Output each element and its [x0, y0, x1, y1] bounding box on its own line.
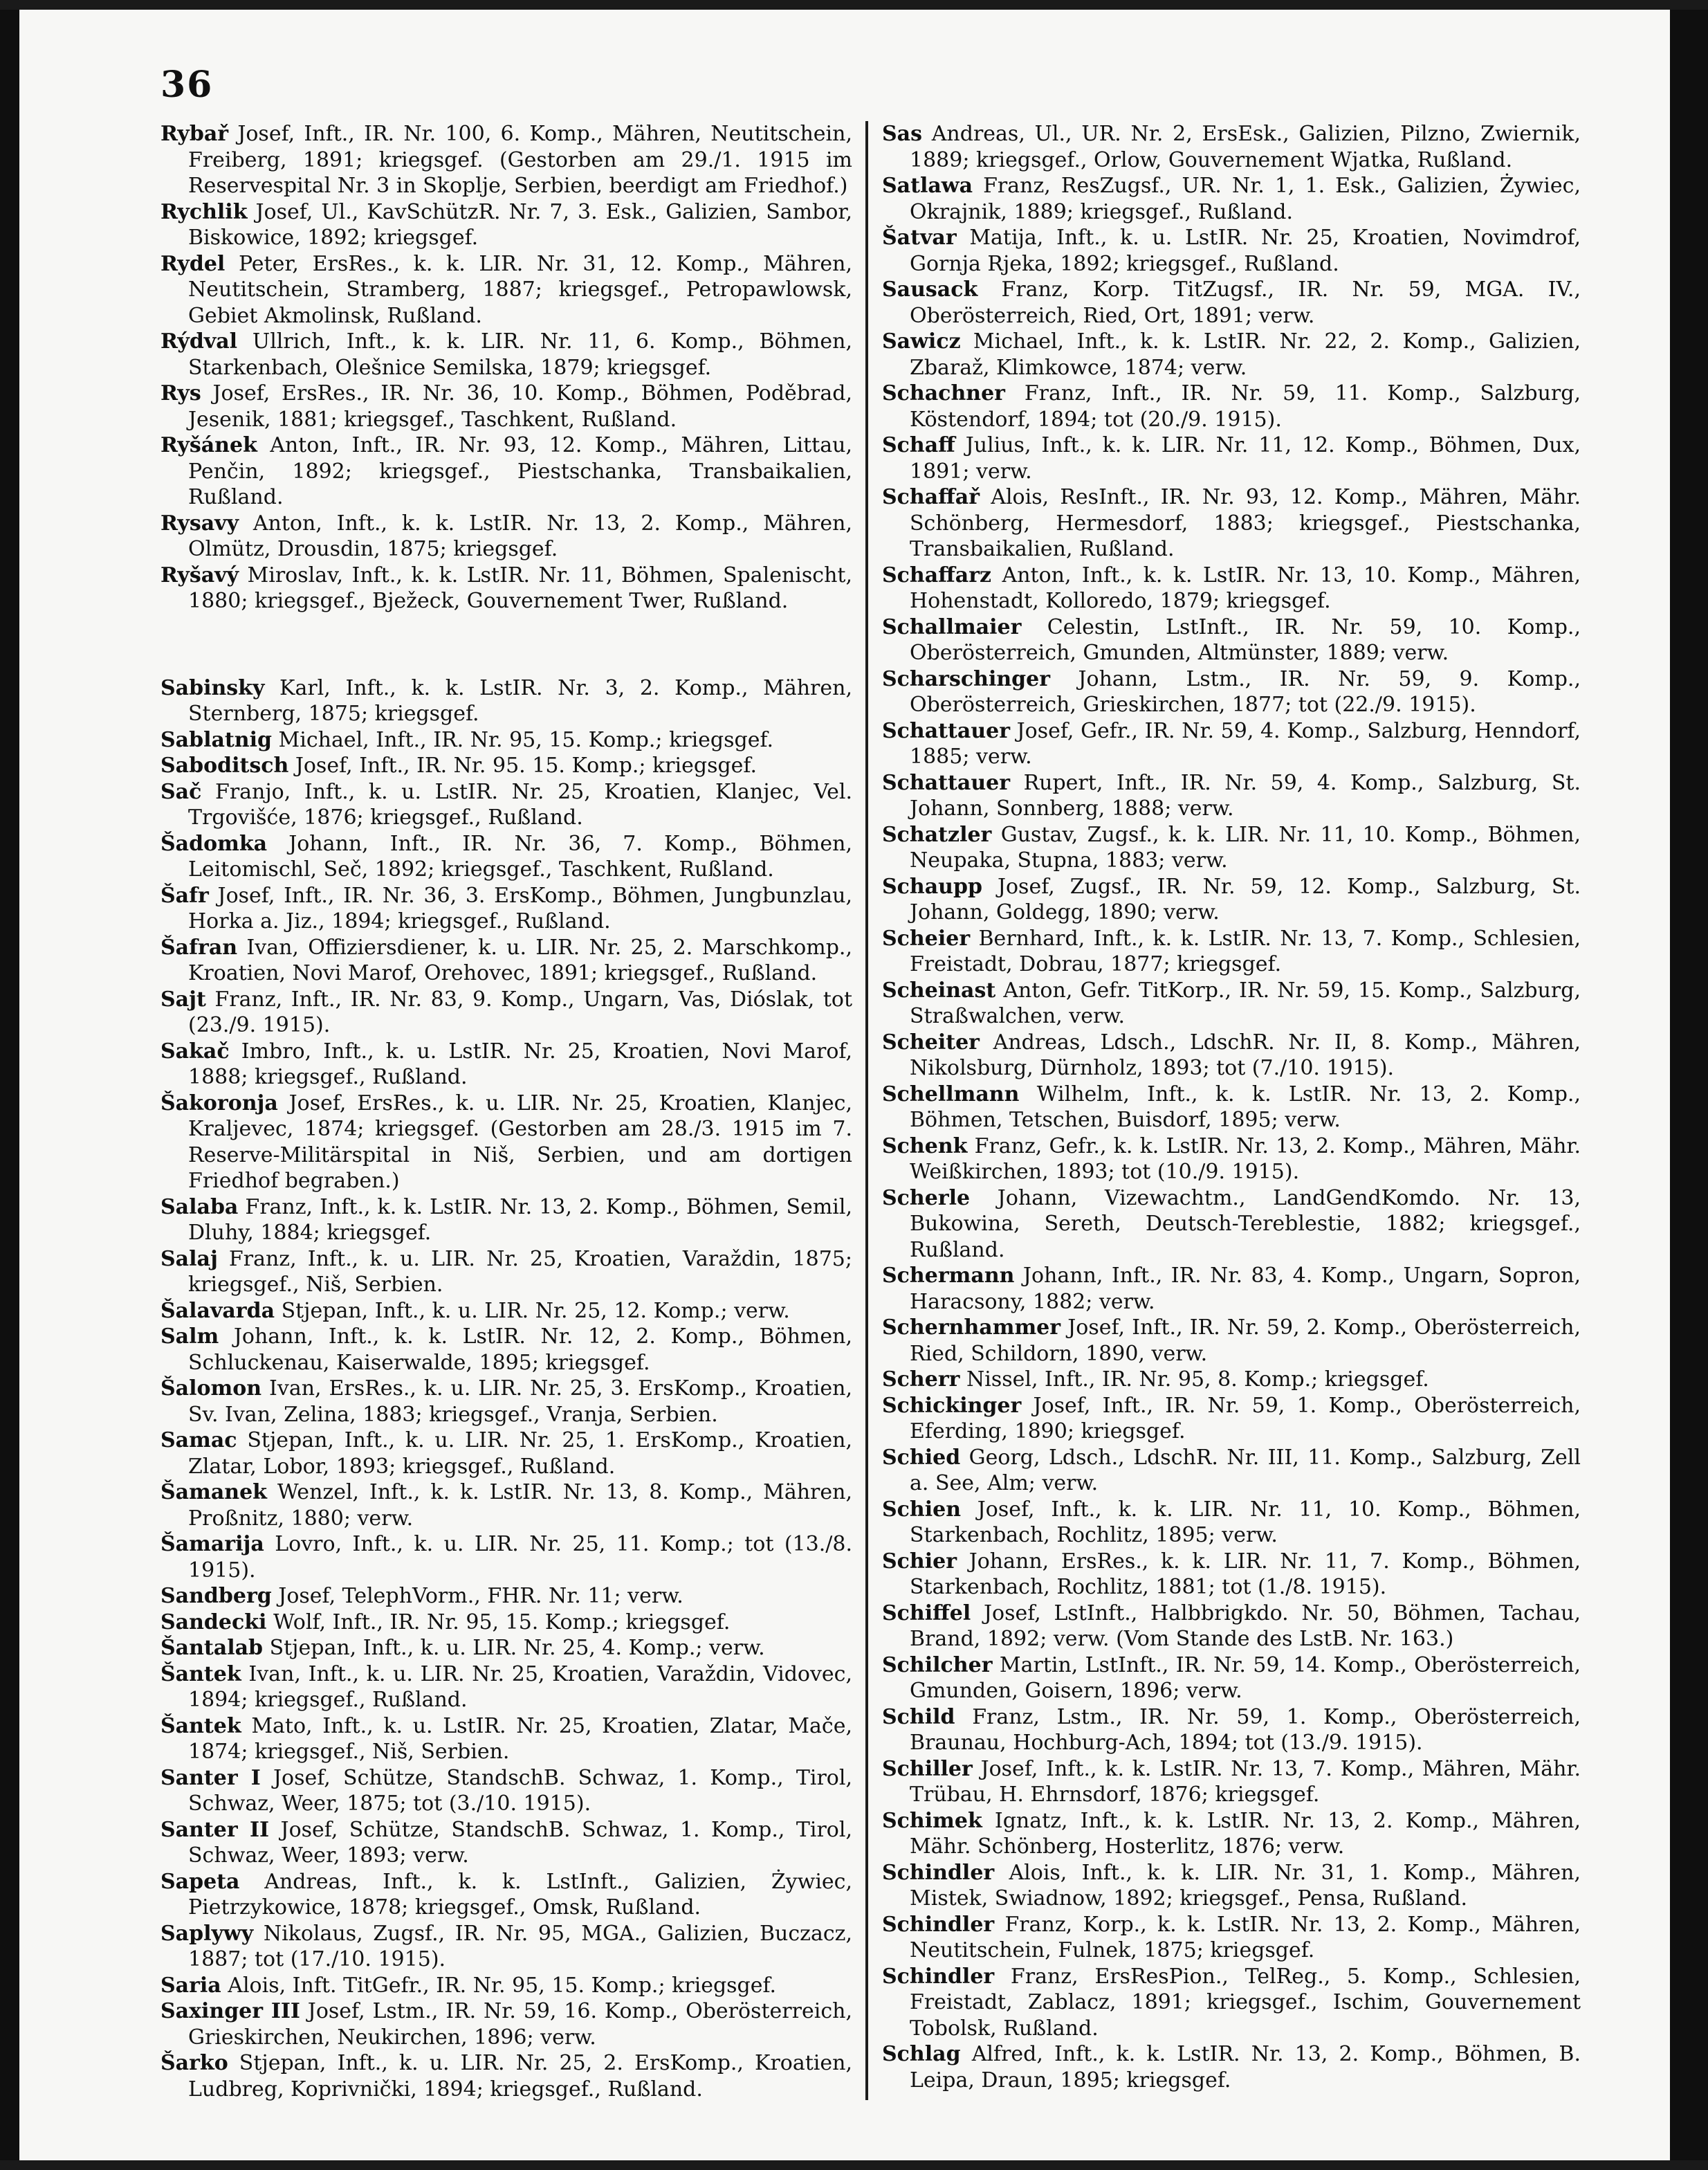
- entry-details: Imbro, Inft., k. u. LstIR. Nr. 25, Kroatien, Novi Marof, 1888; kriegsgef., Rußland.: [188, 1039, 852, 1089]
- list-entry: [160, 1973, 852, 1999]
- entry-surname: Schenk: [882, 1133, 968, 1158]
- entry-surname: Sajt: [160, 987, 206, 1012]
- entry-surname: Scherr: [882, 1367, 960, 1392]
- list-entry: [882, 1964, 1581, 2042]
- list-entry: [160, 1091, 852, 1194]
- list-entry: [160, 1610, 852, 1636]
- entry-surname: Salm: [160, 1324, 219, 1349]
- entry-details: Stjepan, Inft., k. u. LIR. Nr. 25, 4. Komp.; verw.: [269, 1636, 765, 1660]
- entry-details: Josef, ErsRes., k. u. LIR. Nr. 25, Kroatien, Klanjec, Kraljevec, 1874; kriegsgef. (Gestorben am 28./3. 1915 im 7. Reserve-Militärspital in Niš, Serbien, und am dortigen Friedhof begraben.): [188, 1091, 852, 1193]
- list-entry: [882, 1133, 1581, 1185]
- entry-surname: Sakač: [160, 1039, 230, 1064]
- entry-surname: Schachner: [882, 381, 1005, 405]
- entry-surname: Šantalab: [160, 1636, 264, 1660]
- entry-details: Josef, Inft., IR. Nr. 59, 2. Komp., Oberösterreich, Ried, Schildorn, 1890, verw.: [910, 1315, 1581, 1366]
- entry-surname: Schilcher: [882, 1652, 993, 1677]
- entry-details: Johann, ErsRes., k. k. LIR. Nr. 11, 7. Komp., Böhmen, Starkenbach, Rochlitz, 1881; tot (1./8. 1915).: [910, 1549, 1581, 1599]
- entry-details: Anton, Inft., IR. Nr. 93, 12. Komp., Mähren, Littau, Penčin, 1892; kriegsgef., Piestschanka, Transbaikalien, Rußland.: [188, 433, 852, 509]
- list-entry: [882, 1756, 1581, 1808]
- scan-border-left: [0, 0, 19, 2170]
- entry-surname: Šadomka: [160, 831, 268, 856]
- entry-surname: Šantek: [160, 1661, 241, 1686]
- entry-surname: Sablatnig: [160, 727, 272, 752]
- list-entry: [160, 1376, 852, 1428]
- entry-surname: Salaj: [160, 1246, 218, 1271]
- entry-surname: Ryšavý: [160, 563, 239, 587]
- entry-details: Mato, Inft., k. u. LstIR. Nr. 25, Kroatien, Zlatar, Mače, 1874; kriegsgef., Niš, Serbien.: [188, 1713, 852, 1764]
- entry-details: Josef, Inft., IR. Nr. 59, 1. Komp., Oberösterreich, Eferding, 1890; kriegsgef.: [910, 1393, 1581, 1443]
- entry-surname: Ryšánek: [160, 433, 257, 457]
- entry-details: Josef, Schütze, StandschB. Schwaz, 1. Komp., Tirol, Schwaz, Weer, 1875; tot (3./10. 1915).: [188, 1765, 852, 1816]
- entries-s-section: [160, 675, 852, 2103]
- entry-surname: Scheinast: [882, 978, 996, 1003]
- entry-surname: Samac: [160, 1428, 237, 1452]
- list-entry: [882, 432, 1581, 484]
- entry-surname: Rysavy: [160, 511, 239, 536]
- entry-surname: Schattauer: [882, 770, 1011, 795]
- list-entry: [160, 1039, 852, 1091]
- entry-details: Alois, Inft., k. k. LIR. Nr. 31, 1. Komp., Mähren, Mistek, Swiadnow, 1892; kriegsgef., Pensa, Rußland.: [910, 1860, 1581, 1911]
- list-entry: [160, 1479, 852, 1531]
- list-entry: [882, 563, 1581, 614]
- list-entry: [160, 1817, 852, 1869]
- scan-border-bottom: [0, 2160, 1708, 2170]
- entry-details: Josef, Inft., k. k. LIR. Nr. 11, 10. Komp., Böhmen, Starkenbach, Rochlitz, 1895; verw.: [910, 1497, 1581, 1547]
- list-entry: [882, 1393, 1581, 1445]
- entry-surname: Rybař: [160, 122, 229, 146]
- list-entry: [882, 1652, 1581, 1704]
- entry-details: Josef, Inft., k. k. LstIR. Nr. 13, 7. Komp., Mähren, Mähr. Trübau, H. Ehrnsdorf, 1876; kriegsgef.: [910, 1756, 1581, 1807]
- entry-details: Martin, LstInft., IR. Nr. 59, 14. Komp., Oberösterreich, Gmunden, Goisern, 1896; verw.: [910, 1652, 1581, 1703]
- entry-details: Josef, Gefr., IR. Nr. 59, 4. Komp., Salzburg, Henndorf, 1885; verw.: [910, 718, 1581, 769]
- list-entry: [160, 1998, 852, 2050]
- list-entry: [160, 779, 852, 831]
- section-gap: [160, 614, 852, 675]
- column-divider: [865, 121, 868, 2100]
- list-entry: [160, 1246, 852, 1298]
- entry-details: Bernhard, Inft., k. k. LstIR. Nr. 13, 7. Komp., Schlesien, Freistadt, Dobrau, 1877; kriegsgef.: [910, 926, 1581, 976]
- list-entry: [882, 1549, 1581, 1601]
- list-entry: [160, 329, 852, 381]
- list-entry: [882, 1367, 1581, 1393]
- entry-surname: Schied: [882, 1445, 961, 1470]
- list-entry: [160, 1661, 852, 1713]
- list-entry: [882, 1263, 1581, 1315]
- list-entry: [882, 1445, 1581, 1497]
- entry-details: Ivan, Offiziersdiener, k. u. LIR. Nr. 25, 2. Marschkomp., Kroatien, Novi Marof, Orehovec, 1891; kriegsgef., Rußland.: [188, 935, 852, 985]
- list-entry: [160, 511, 852, 563]
- entry-details: Josef, Zugsf., IR. Nr. 59, 12. Komp., Salzburg, St. Johann, Goldegg, 1890; verw.: [910, 874, 1581, 924]
- list-entry: [882, 484, 1581, 563]
- list-entry: [160, 675, 852, 727]
- list-entry: [160, 1428, 852, 1479]
- list-entry: [160, 251, 852, 329]
- entry-details: Josef, Lstm., IR. Nr. 59, 16. Komp., Oberösterreich, Grieskirchen, Neukirchen, 1896; verw.: [188, 1999, 852, 2050]
- entry-surname: Schaff: [882, 433, 955, 457]
- entry-details: Celestin, LstInft., IR. Nr. 59, 10. Komp., Oberösterreich, Gmunden, Altmünster, 1889; verw.: [910, 614, 1581, 665]
- entry-details: Gustav, Zugsf., k. k. LIR. Nr. 11, 10. Komp., Böhmen, Neupaka, Stupna, 1883; verw.: [910, 822, 1581, 873]
- entry-details: Stjepan, Inft., k. u. LIR. Nr. 25, 12. Komp.; verw.: [281, 1298, 790, 1323]
- list-entry: [882, 770, 1581, 822]
- list-entry: [882, 329, 1581, 381]
- entry-details: Ignatz, Inft., k. k. LstIR. Nr. 13, 2. Komp., Mähren, Mähr. Schönberg, Hosterlitz, 1876; verw.: [910, 1808, 1581, 1859]
- list-entry: [160, 831, 852, 883]
- entry-surname: Sabinsky: [160, 675, 265, 700]
- list-entry: [160, 1194, 852, 1246]
- entry-surname: Satlawa: [882, 174, 973, 198]
- entry-surname: Schernhammer: [882, 1315, 1061, 1340]
- entry-surname: Schattauer: [882, 718, 1011, 743]
- entry-details: Michael, Inft., k. k. LstIR. Nr. 22, 2. Komp., Galizien, Zbaraž, Klimkowce, 1874; verw.: [910, 329, 1581, 380]
- entry-details: Rupert, Inft., IR. Nr. 59, 4. Komp., Salzburg, St. Johann, Sonnberg, 1888; verw.: [910, 770, 1581, 821]
- entry-surname: Salaba: [160, 1194, 239, 1219]
- entry-surname: Rychlik: [160, 199, 248, 224]
- entry-details: Stjepan, Inft., k. u. LIR. Nr. 25, 1. ErsKomp., Kroatien, Zlatar, Lobor, 1893; kriegsgef., Rußland.: [188, 1428, 852, 1479]
- entry-details: Georg, Ldsch., LdschR. Nr. III, 11. Komp., Salzburg, Zell a. See, Alm; verw.: [910, 1445, 1581, 1495]
- entry-details: Andreas, Ul., UR. Nr. 2, ErsEsk., Galizien, Pilzno, Zwiernik, 1889; kriegsgef., Orlow, Gouvernement Wjatka, Rußland.: [910, 122, 1581, 172]
- entry-details: Anton, Inft., k. k. LstIR. Nr. 13, 10. Komp., Mähren, Hohenstadt, Kolloredo, 1879; kriegsgef.: [910, 563, 1581, 613]
- entry-surname: Saplywy: [160, 1921, 254, 1946]
- entry-surname: Santer I: [160, 1765, 261, 1790]
- entry-details: Franz, Inft., IR. Nr. 83, 9. Komp., Ungarn, Vas, Dióslak, tot (23./9. 1915).: [188, 987, 852, 1037]
- list-entry: [160, 1869, 852, 1921]
- list-entry: [882, 1315, 1581, 1367]
- page-number: 36: [160, 64, 214, 106]
- entry-details: Wenzel, Inft., k. k. LstIR. Nr. 13, 8. Komp., Mähren, Proßnitz, 1880; verw.: [188, 1480, 853, 1531]
- entry-surname: Schier: [882, 1549, 957, 1574]
- list-entry: [882, 1601, 1581, 1652]
- list-entry: [160, 1713, 852, 1765]
- left-column: [160, 121, 852, 2102]
- entry-surname: Sapeta: [160, 1869, 240, 1894]
- list-entry: [160, 1531, 852, 1583]
- list-entry: [882, 1860, 1581, 1912]
- scan-border-right: [1670, 0, 1708, 2170]
- entry-details: Franz, Inft., k. k. LstIR. Nr. 13, 2. Komp., Böhmen, Semil, Dluhy, 1884; kriegsgef.: [188, 1194, 852, 1245]
- list-entry: [882, 173, 1581, 225]
- entry-surname: Šalomon: [160, 1376, 262, 1401]
- entry-surname: Saria: [160, 1973, 221, 1998]
- entry-surname: Schien: [882, 1497, 962, 1522]
- entry-details: Josef, Inft., IR. Nr. 95. 15. Komp.; kriegsgef.: [295, 754, 757, 778]
- entry-details: Franjo, Inft., k. u. LstIR. Nr. 25, Kroatien, Klanjec, Vel. Trgovišće, 1876; kriegsgef., Rußland.: [188, 779, 852, 830]
- list-entry: [882, 874, 1581, 926]
- list-entry: [882, 1912, 1581, 1964]
- list-entry: [160, 432, 852, 511]
- list-entry: [882, 718, 1581, 770]
- list-entry: [882, 121, 1581, 173]
- list-entry: [160, 563, 852, 614]
- list-entry: [160, 987, 852, 1039]
- entry-surname: Saboditsch: [160, 754, 289, 778]
- entry-surname: Rys: [160, 381, 201, 405]
- entry-details: Stjepan, Inft., k. u. LIR. Nr. 25, 2. ErsKomp., Kroatien, Ludbreg, Koprivnički, 1894; kriegsgef., Rußland.: [188, 2051, 852, 2101]
- entry-surname: Šarko: [160, 2051, 228, 2075]
- list-entry: [160, 2050, 852, 2102]
- entry-details: Franz, Inft., k. u. LIR. Nr. 25, Kroatien, Varaždin, 1875; kriegsgef., Niš, Serbien.: [188, 1246, 852, 1297]
- right-column: [882, 121, 1581, 2093]
- list-entry: [160, 1921, 852, 1973]
- entry-surname: Schiffel: [882, 1601, 971, 1625]
- list-entry: [882, 822, 1581, 874]
- list-entry: [882, 614, 1581, 666]
- entry-surname: Schallmaier: [882, 614, 1022, 639]
- list-entry: [882, 666, 1581, 718]
- entry-surname: Schlag: [882, 2042, 961, 2066]
- entries-right-section: [882, 121, 1581, 2093]
- entry-details: Josef, Ul., KavSchützR. Nr. 7, 3. Esk., Galizien, Sambor, Biskowice, 1892; kriegsgef.: [188, 199, 852, 250]
- entry-details: Franz, ResZugsf., UR. Nr. 1, 1. Esk., Galizien, Żywiec, Okrajnik, 1889; kriegsgef., Rußland.: [910, 174, 1581, 224]
- entry-details: Alfred, Inft., k. k. LstIR. Nr. 13, 2. Komp., Böhmen, B. Leipa, Draun, 1895; kriegsgef.: [910, 2042, 1581, 2092]
- entry-details: Ivan, ErsRes., k. u. LIR. Nr. 25, 3. ErsKomp., Kroatien, Sv. Ivan, Zelina, 1883; kriegsgef., Vranja, Serbien.: [188, 1376, 852, 1427]
- entry-details: Josef, Schütze, StandschB. Schwaz, 1. Komp., Tirol, Schwaz, Weer, 1893; verw.: [188, 1817, 852, 1868]
- entry-surname: Sawicz: [882, 329, 961, 354]
- entry-details: Franz, Lstm., IR. Nr. 59, 1. Komp., Oberösterreich, Braunau, Hochburg-Ach, 1894; tot (13./9. 1915).: [910, 1704, 1581, 1755]
- entry-details: Lovro, Inft., k. u. LIR. Nr. 25, 11. Komp.; tot (13./8. 1915).: [188, 1532, 852, 1583]
- entry-details: Wilhelm, Inft., k. k. LstIR. Nr. 13, 2. Komp., Böhmen, Tetschen, Buisdorf, 1895; verw.: [910, 1082, 1581, 1132]
- entry-surname: Schindler: [882, 1860, 995, 1885]
- entry-details: Franz, Korp. TitZugsf., IR. Nr. 59, MGA. IV., Oberösterreich, Ried, Ort, 1891; verw.: [910, 277, 1581, 328]
- entry-details: Andreas, Inft., k. k. LstInft., Galizien, Żywiec, Pietrzykowice, 1878; kriegsgef., Omsk, Rußland.: [188, 1869, 853, 1920]
- entry-surname: Santer II: [160, 1817, 270, 1842]
- list-entry: [160, 199, 852, 251]
- entry-surname: Šamarija: [160, 1532, 264, 1556]
- entry-details: Alois, Inft. TitGefr., IR. Nr. 95, 15. Komp.; kriegsgef.: [228, 1973, 777, 1998]
- entry-details: Anton, Gefr. TitKorp., IR. Nr. 59, 15. Komp., Salzburg, Straßwalchen, verw.: [910, 978, 1581, 1028]
- list-entry: [160, 1583, 852, 1610]
- list-entry: [882, 1808, 1581, 1860]
- entry-surname: Scheiter: [882, 1030, 980, 1055]
- entry-surname: Šatvar: [882, 226, 957, 250]
- entry-surname: Schatzler: [882, 822, 992, 847]
- list-entry: [160, 753, 852, 779]
- entry-details: Franz, ErsResPion., TelReg., 5. Komp., Schlesien, Freistadt, Zablacz, 1891; kriegsgef., Ischim, Gouvernement Tobolsk, Rußland.: [910, 1964, 1581, 2041]
- entry-details: Josef, Inft., IR. Nr. 100, 6. Komp., Mähren, Neutitschein, Freiberg, 1891; kriegsgef. (Gestorben am 29./1. 1915 im Reservespital Nr. 3 in Skoplje, Serbien, beerdigt am Friedhof.): [188, 122, 852, 198]
- entry-details: Josef, Inft., IR. Nr. 36, 3. ErsKomp., Böhmen, Jungbunzlau, Horka a. Jiz., 1894; kriegsgef., Rußland.: [188, 883, 852, 933]
- list-entry: [882, 1185, 1581, 1264]
- entry-surname: Schiller: [882, 1756, 973, 1781]
- list-entry: [882, 978, 1581, 1030]
- entry-surname: Schindler: [882, 1964, 995, 1989]
- list-entry: [882, 381, 1581, 432]
- entry-surname: Sandberg: [160, 1584, 272, 1608]
- entry-surname: Schimek: [882, 1808, 982, 1833]
- entry-details: Ullrich, Inft., k. k. LIR. Nr. 11, 6. Komp., Böhmen, Starkenbach, Olešnice Semilska, 1879; kriegsgef.: [188, 329, 852, 380]
- entry-details: Wolf, Inft., IR. Nr. 95, 15. Komp.; kriegsgef.: [273, 1610, 731, 1634]
- entry-surname: Schindler: [882, 1912, 995, 1937]
- scan-border-top: [0, 0, 1708, 10]
- entry-details: Franz, Inft., IR. Nr. 59, 11. Komp., Salzburg, Köstendorf, 1894; tot (20./9. 1915).: [910, 381, 1581, 432]
- entry-surname: Sandecki: [160, 1610, 267, 1634]
- entry-details: Matija, Inft., k. u. LstIR. Nr. 25, Kroatien, Novimdrof, Gornja Rjeka, 1892; kriegsgef., Rußland.: [910, 226, 1581, 276]
- list-entry: [882, 1704, 1581, 1756]
- list-entry: [160, 121, 852, 199]
- list-entry: [882, 926, 1581, 978]
- entry-details: Nissel, Inft., IR. Nr. 95, 8. Komp.; kriegsgef.: [966, 1367, 1429, 1392]
- entry-surname: Šamanek: [160, 1480, 267, 1504]
- entry-surname: Scherle: [882, 1185, 971, 1210]
- entry-details: Franz, Korp., k. k. LstIR. Nr. 13, 2. Komp., Mähren, Neutitschein, Fulnek, 1875; kriegsgef.: [910, 1912, 1581, 1962]
- entry-details: Josef, ErsRes., IR. Nr. 36, 10. Komp., Böhmen, Poděbrad, Jesenik, 1881; kriegsgef., Taschkent, Rußland.: [188, 381, 852, 432]
- entry-surname: Schaupp: [882, 874, 982, 899]
- list-entry: [160, 883, 852, 935]
- entry-details: Karl, Inft., k. k. LstIR. Nr. 3, 2. Komp., Mähren, Sternberg, 1875; kriegsgef.: [188, 675, 852, 726]
- entry-surname: Schickinger: [882, 1393, 1022, 1418]
- entry-surname: Saxinger III: [160, 1999, 300, 2023]
- entry-details: Alois, ResInft., IR. Nr. 93, 12. Komp., Mähren, Mähr. Schönberg, Hermesdorf, 1883; kriegsgef., Piestschanka, Transbaikalien, Rußland.: [910, 485, 1581, 561]
- entry-surname: Šafran: [160, 935, 238, 960]
- list-entry: [882, 1497, 1581, 1549]
- entries-r-section: [160, 121, 852, 614]
- entry-details: Johann, Inft., IR. Nr. 83, 4. Komp., Ungarn, Sopron, Haracsony, 1882; verw.: [910, 1264, 1581, 1314]
- list-entry: [882, 2041, 1581, 2093]
- entry-details: Josef, TelephVorm., FHR. Nr. 11; verw.: [278, 1584, 683, 1608]
- entry-surname: Šalavarda: [160, 1298, 275, 1323]
- entry-details: Johann, Inft., k. k. LstIR. Nr. 12, 2. Komp., Böhmen, Schluckenau, Kaiserwalde, 1895; kriegsgef.: [188, 1324, 852, 1375]
- entry-surname: Rydel: [160, 251, 226, 276]
- entry-surname: Rýdval: [160, 329, 238, 354]
- list-entry: [882, 277, 1581, 329]
- entry-surname: Šantek: [160, 1713, 241, 1738]
- entry-surname: Schaffarz: [882, 563, 992, 587]
- entry-surname: Sač: [160, 779, 202, 804]
- list-entry: [160, 1635, 852, 1661]
- entry-details: Peter, ErsRes., k. k. LIR. Nr. 31, 12. Komp., Mähren, Neutitschein, Stramberg, 1887; kriegsgef., Petropawlowsk, Gebiet Akmolinsk, Rußland.: [188, 251, 852, 328]
- list-entry: [882, 1082, 1581, 1133]
- entry-details: Michael, Inft., IR. Nr. 95, 15. Komp.; kriegsgef.: [278, 727, 774, 752]
- entry-details: Andreas, Ldsch., LdschR. Nr. II, 8. Komp., Mähren, Nikolsburg, Dürnholz, 1893; tot (7./10. 1915).: [910, 1030, 1581, 1080]
- entry-details: Johann, Lstm., IR. Nr. 59, 9. Komp., Oberösterreich, Grieskirchen, 1877; tot (22./9. 1915).: [910, 666, 1581, 717]
- entry-details: Julius, Inft., k. k. LIR. Nr. 11, 12. Komp., Böhmen, Dux, 1891; verw.: [910, 433, 1581, 484]
- entry-surname: Šakoronja: [160, 1091, 278, 1115]
- list-entry: [160, 935, 852, 987]
- entry-surname: Schild: [882, 1704, 955, 1729]
- entry-surname: Sas: [882, 122, 922, 146]
- entry-surname: Schellmann: [882, 1082, 1020, 1106]
- list-entry: [160, 381, 852, 432]
- entry-details: Ivan, Inft., k. u. LIR. Nr. 25, Kroatien, Varaždin, Vidovec, 1894; kriegsgef., Rußland.: [188, 1661, 853, 1712]
- entry-surname: Scheier: [882, 926, 971, 951]
- list-entry: [160, 1298, 852, 1324]
- list-entry: [882, 1030, 1581, 1082]
- list-entry: [160, 1765, 852, 1817]
- list-entry: [882, 225, 1581, 277]
- entry-details: Franz, Gefr., k. k. LstIR. Nr. 13, 2. Komp., Mähren, Mähr. Weißkirchen, 1893; tot (10./9. 1915).: [910, 1133, 1581, 1184]
- entry-details: Nikolaus, Zugsf., IR. Nr. 95, MGA., Galizien, Buczacz, 1887; tot (17./10. 1915).: [188, 1921, 853, 1971]
- entry-surname: Sausack: [882, 277, 978, 302]
- entry-details: Johann, Vizewachtm., LandGendKomdo. Nr. 13, Bukowina, Sereth, Deutsch-Tereblestie, 1882; kriegsgef., Rußland.: [910, 1185, 1581, 1262]
- entry-surname: Schaffař: [882, 485, 980, 509]
- entry-surname: Schermann: [882, 1264, 1015, 1288]
- list-entry: [160, 727, 852, 754]
- entry-surname: Scharschinger: [882, 666, 1051, 691]
- entry-details: Josef, LstInft., Halbbrigkdo. Nr. 50, Böhmen, Tachau, Brand, 1892; verw. (Vom Stande des LstB. Nr. 163.): [910, 1601, 1581, 1651]
- entry-surname: Šafr: [160, 883, 209, 908]
- entry-details: Johann, Inft., IR. Nr. 36, 7. Komp., Böhmen, Leitomischl, Seč, 1892; kriegsgef., Taschkent, Rußland.: [188, 831, 852, 882]
- list-entry: [160, 1324, 852, 1376]
- entry-details: Miroslav, Inft., k. k. LstIR. Nr. 11, Böhmen, Spalenischt, 1880; kriegsgef., Bježeck, Gouvernement Twer, Rußland.: [188, 563, 852, 613]
- entry-details: Anton, Inft., k. k. LstIR. Nr. 13, 2. Komp., Mähren, Olmütz, Drousdin, 1875; kriegsgef.: [188, 511, 852, 561]
